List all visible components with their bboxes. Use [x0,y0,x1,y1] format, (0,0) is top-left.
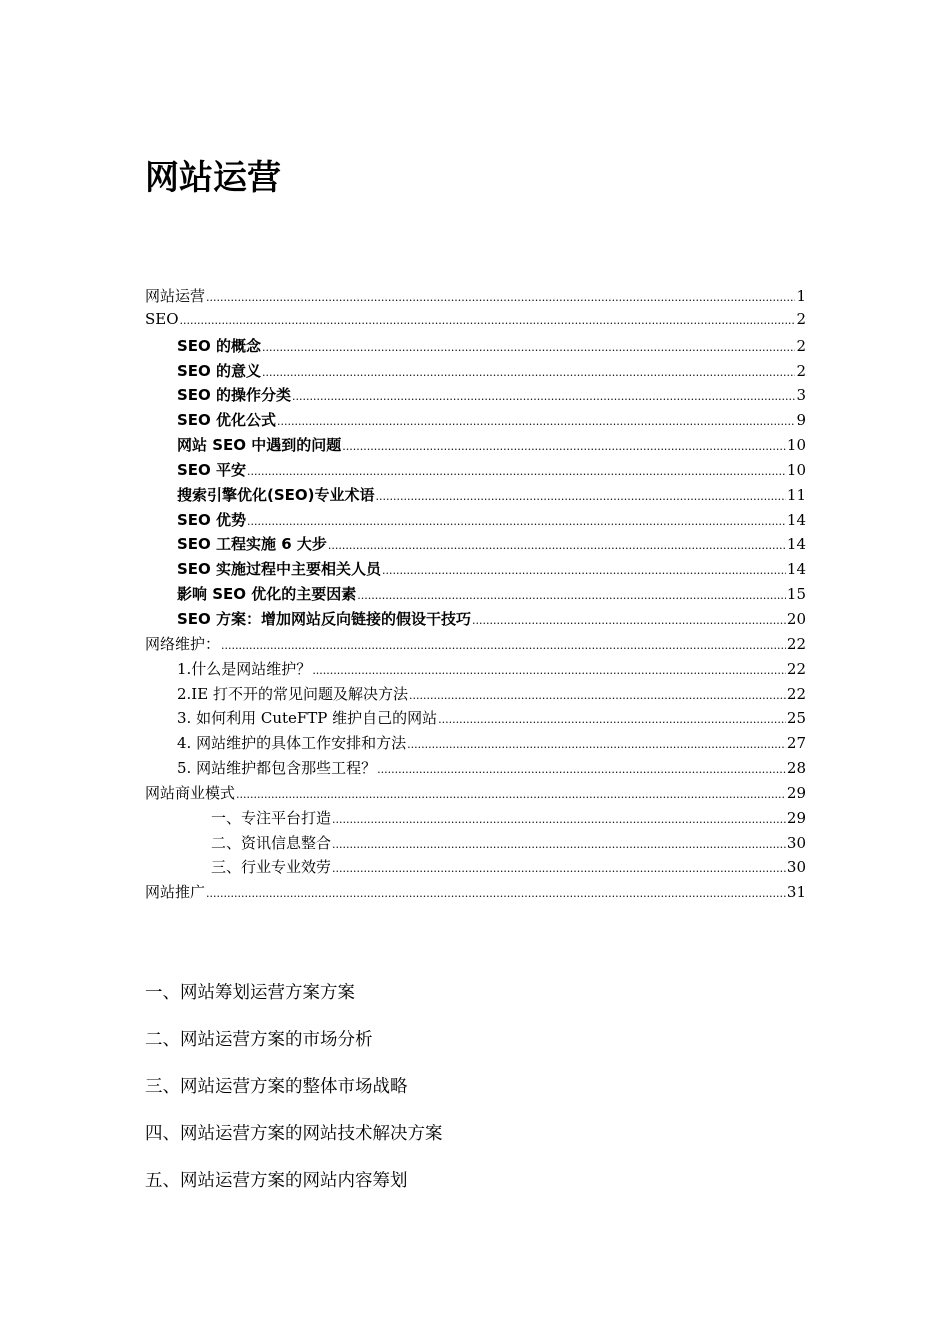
toc-dot-leader [332,838,786,851]
toc-page-number: 30 [786,833,806,852]
toc-entry-label: SEO 优化公式 [177,411,277,430]
toc-entry-label: SEO 平安 [177,460,247,479]
toc-entry[interactable] [145,533,806,558]
section-heading: 一、网站筹划运营方案方案 [145,983,355,1003]
toc-dot-leader [409,689,786,702]
toc-page-number: 31 [786,883,806,902]
section-list [145,980,443,1215]
toc-page-number: 14 [786,560,806,579]
toc-entry-label: 网站 SEO 中遇到的问题 [177,436,342,455]
toc-page-number: 10 [786,436,806,455]
toc-entry[interactable] [145,856,806,881]
toc-page-number: 22 [786,634,806,653]
toc-entry-label: 三、行业专业效劳 [211,858,332,877]
toc-entry-label: SEO 实施过程中主要相关人员 [177,560,382,579]
toc-entry-label: 3. 如何利用 CuteFTP 维护自己的网站 [177,709,438,728]
section-heading: 五、网站运营方案的网站内容筹划 [145,1171,408,1191]
toc-entry[interactable] [145,608,806,633]
toc-dot-leader [332,862,786,875]
toc-page-number: 10 [786,460,806,479]
toc-entry[interactable] [145,881,806,906]
toc-entry[interactable] [145,583,806,608]
toc-page-number: 22 [786,684,806,703]
toc-dot-leader [247,515,786,528]
toc-entry-label: 影响 SEO 优化的主要因素 [177,585,357,604]
toc-entry[interactable] [145,558,806,583]
toc-page-number: 30 [786,858,806,877]
toc-entry[interactable] [145,782,806,807]
toc-page-number: 2 [796,361,806,380]
toc-page-number: 3 [796,386,806,405]
toc-dot-leader [247,465,786,478]
toc-page-number: 2 [796,309,806,328]
toc-entry-label: 搜索引擎优化(SEO)专业术语 [177,485,375,504]
toc-page-number: 1 [796,287,806,305]
toc-dot-leader [312,664,786,677]
toc-dot-leader [382,564,786,577]
toc-dot-leader [262,341,795,354]
toc-entry-label: SEO [145,309,179,328]
toc-dot-leader [342,440,786,453]
toc-entry[interactable] [145,285,806,310]
toc-entry[interactable] [145,335,806,360]
toc-entry[interactable] [145,310,806,335]
toc-page-number: 14 [786,510,806,529]
toc-entry-label: 4. 网站维护的具体工作安排和方法 [177,734,407,753]
toc-entry-label: 网站推广 [145,883,206,902]
toc-dot-leader [236,788,786,801]
toc-entry[interactable] [145,807,806,832]
toc-entry[interactable] [145,360,806,385]
toc-entry-label: SEO 的操作分类 [177,386,292,405]
toc-page-number: 28 [786,759,806,778]
toc-page-number: 9 [796,411,806,430]
toc-entry-label: SEO 优势 [177,510,247,529]
toc-page-number: 14 [786,535,806,554]
toc-page-number: 27 [786,734,806,753]
toc-dot-leader [206,887,786,900]
toc-dot-leader [206,291,795,304]
toc-dot-leader [221,639,786,652]
toc-entry[interactable] [145,732,806,757]
toc-entry-label: 二、资讯信息整合 [211,833,332,852]
toc-dot-leader [180,314,796,327]
toc-entry[interactable] [145,658,806,683]
document-title: 网站运营 [145,158,281,198]
section-heading: 三、网站运营方案的整体市场战略 [145,1077,408,1097]
toc-dot-leader [438,713,786,726]
toc-entry-label: 2.IE 打不开的常见问题及解决方法 [177,684,408,703]
toc-dot-leader [357,589,786,602]
toc-entry[interactable] [145,509,806,534]
toc-page-number: 20 [786,609,806,628]
toc-entry-label: SEO 方案：增加网站反向链接的假设干技巧 [177,609,472,628]
toc-page-number: 22 [786,659,806,678]
toc-entry[interactable] [145,459,806,484]
toc-dot-leader [332,813,786,826]
toc-entry[interactable] [145,832,806,857]
toc-page-number: 11 [786,485,806,504]
toc-dot-leader [472,614,786,627]
section-heading: 四、网站运营方案的网站技术解决方案 [145,1124,443,1144]
toc-page-number: 2 [796,336,806,355]
toc-page-number: 25 [786,709,806,728]
toc-entry[interactable] [145,484,806,509]
toc-entry-label: SEO 的意义 [177,361,262,380]
toc-entry[interactable] [145,409,806,434]
toc-entry[interactable] [145,707,806,732]
toc-entry-label: 一、专注平台打造 [211,808,332,827]
toc-entry[interactable] [145,683,806,708]
toc-dot-leader [262,366,795,379]
toc-page-number: 29 [786,783,806,802]
toc-entry[interactable] [145,757,806,782]
toc-page-number: 29 [786,808,806,827]
toc-dot-leader [292,390,795,403]
toc-dot-leader [377,763,786,776]
toc-entry[interactable] [145,434,806,459]
toc-entry-label: 网站商业模式 [145,783,236,802]
toc-entry-label: SEO 工程实施 6 大步 [177,535,327,554]
toc-dot-leader [277,415,795,428]
toc-entry-label: SEO 的概念 [177,336,262,355]
toc-entry-label: 1.什么是网站维护？ [177,659,312,678]
toc-dot-leader [407,738,786,751]
toc-entry-label: 网站运营 [145,287,206,305]
toc-entry-label: 网络维护： [145,634,221,653]
toc-entry[interactable] [145,384,806,409]
toc-dot-leader [376,490,786,503]
section-heading: 二、网站运营方案的市场分析 [145,1030,373,1050]
toc-entry-label: 5. 网站维护都包含那些工程？ [177,759,377,778]
toc-dot-leader [328,539,786,552]
toc-entry[interactable] [145,633,806,658]
table-of-contents [145,285,806,906]
toc-page-number: 15 [786,585,806,604]
